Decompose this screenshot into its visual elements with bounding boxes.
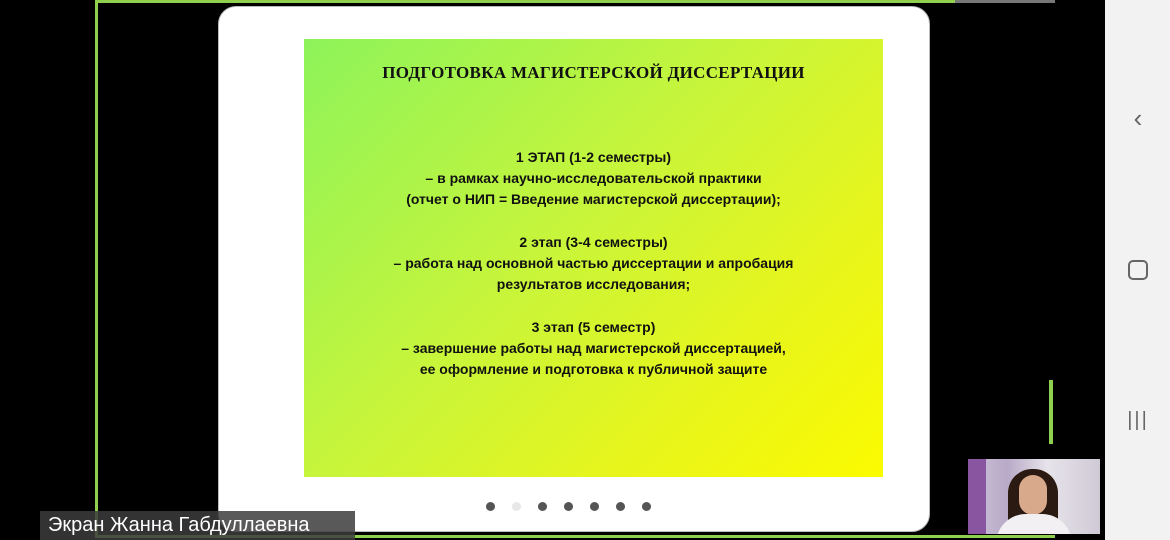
stage-line: (отчет о НИП = Введение магистерской диссертации); — [406, 191, 781, 207]
page-dot[interactable] — [564, 502, 573, 511]
stage-line: – работа над основной частью диссертации и апробация — [393, 255, 794, 271]
stage-3 — [304, 317, 883, 380]
page-dot[interactable] — [616, 502, 625, 511]
top-edge — [955, 0, 1055, 3]
screen-share-caption: Экран Жанна Габдуллаевна — [40, 511, 355, 540]
stage-line: результатов исследования; — [496, 276, 691, 292]
stage-line: 3 этап (5 семестр) — [531, 319, 656, 335]
android-navigation-bar — [1105, 0, 1170, 540]
slide — [304, 39, 883, 477]
webcam-person-face — [1019, 475, 1047, 515]
recent-apps-icon[interactable]: ||| — [1127, 409, 1149, 431]
home-icon[interactable] — [1123, 255, 1153, 285]
stage-line: 2 этап (3-4 семестры) — [519, 234, 668, 250]
webcam-background — [968, 459, 986, 534]
pagination-dots — [486, 502, 651, 512]
page-dot-active[interactable] — [512, 502, 521, 511]
stage-line: – завершение работы над магистерской диссертацией, — [401, 340, 786, 356]
page-dot[interactable] — [538, 502, 547, 511]
stage-line: – в рамках научно-исследовательской практики — [425, 170, 762, 186]
stage-1 — [304, 147, 883, 210]
page-dot[interactable] — [590, 502, 599, 511]
webcam-thumbnail[interactable] — [968, 459, 1100, 534]
stage-2 — [304, 232, 883, 295]
page-dot[interactable] — [642, 502, 651, 511]
stage-line: ее оформление и подготовка к публичной защите — [419, 361, 768, 377]
slide-body — [304, 147, 883, 402]
slide-title: ПОДГОТОВКА МАГИСТЕРСКОЙ ДИССЕРТАЦИИ — [382, 63, 805, 82]
stage-line: 1 ЭТАП (1-2 семестры) — [515, 149, 672, 165]
page-dot[interactable] — [486, 502, 495, 511]
speaker-highlight-side — [1049, 380, 1053, 444]
back-icon[interactable]: ‹ — [1133, 103, 1143, 133]
